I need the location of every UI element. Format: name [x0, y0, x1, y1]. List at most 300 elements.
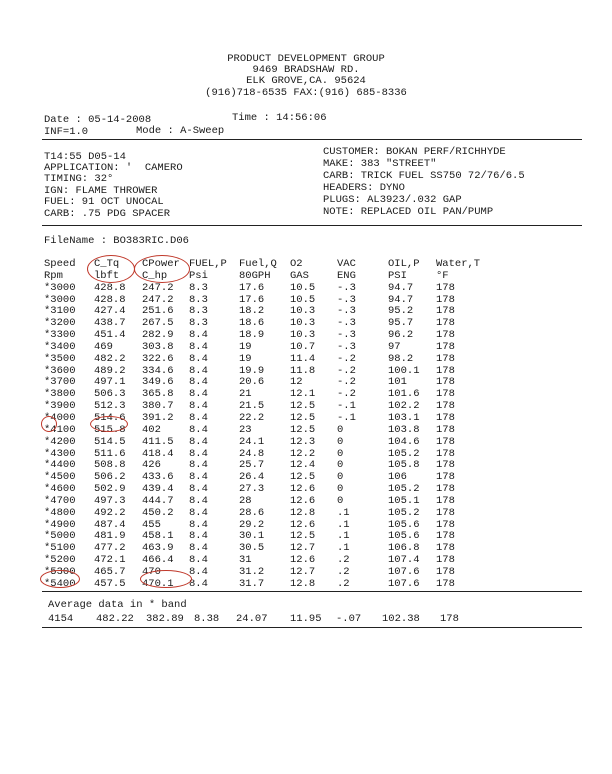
table-cell: 469	[94, 340, 113, 353]
table-cell: *5200	[44, 554, 76, 567]
table-cell: *4700	[44, 494, 76, 507]
table-cell: 12.6	[290, 518, 316, 531]
table-cell: -.2	[337, 388, 356, 401]
table-cell: 31.7	[239, 577, 265, 590]
table-cell: 11.4	[290, 352, 316, 365]
table-cell: 8.4	[189, 483, 208, 496]
table-cell: 24.8	[239, 447, 265, 460]
average-value: 11.95	[290, 613, 322, 625]
table-cell: 10.3	[290, 329, 316, 342]
table-cell: 8.4	[189, 530, 208, 543]
table-row	[44, 354, 480, 366]
table-cell: *3900	[44, 400, 76, 413]
cpower-header-circle	[134, 255, 190, 283]
table-row	[44, 496, 480, 508]
table-cell: 506.2	[94, 471, 126, 484]
company-phone: (916)718-6535 FAX:(916) 685-8336	[205, 87, 407, 99]
table-cell: *3100	[44, 305, 76, 318]
table-cell: 418.4	[142, 447, 174, 460]
table-cell: 8.4	[189, 388, 208, 401]
table-cell: lbft	[94, 269, 120, 282]
table-cell: 12.5	[290, 411, 316, 424]
table-cell: 12.2	[290, 447, 316, 460]
table-cell: 178	[436, 565, 455, 578]
table-cell: 8.4	[189, 494, 208, 507]
ctq-header-circle	[87, 255, 135, 283]
table-cell: 178	[436, 518, 455, 531]
table-cell: 178	[436, 293, 455, 306]
table-cell: 107.6	[388, 565, 420, 578]
table-cell: FUEL,P	[189, 258, 227, 270]
table-cell: 12.8	[290, 577, 316, 590]
table-cell: 101	[388, 376, 407, 389]
table-cell: 444.7	[142, 494, 174, 507]
table-cell: 178	[436, 577, 455, 590]
table-cell: 178	[436, 317, 455, 330]
table-cell: 105.6	[388, 530, 420, 543]
table-cell: 10.5	[290, 293, 316, 306]
table-cell: 178	[436, 340, 455, 353]
table-cell: 512.3	[94, 400, 126, 413]
divider-bottom	[42, 591, 582, 592]
table-cell: 178	[436, 494, 455, 507]
table-cell: 477.2	[94, 542, 126, 555]
table-cell: *4800	[44, 506, 76, 519]
table-cell: 508.8	[94, 459, 126, 472]
peak-torque-rpm-circle	[41, 416, 57, 432]
table-cell: 178	[436, 364, 455, 377]
table-cell: 12.4	[290, 459, 316, 472]
table-cell: 18.6	[239, 317, 265, 330]
company-address: 9469 BRADSHAW RD.	[252, 64, 360, 76]
table-cell: 107.6	[388, 577, 420, 590]
table-cell: 439.4	[142, 483, 174, 496]
filename-label: FileName : BO383RIC.D06	[44, 235, 189, 247]
table-cell: 106.8	[388, 542, 420, 555]
table-cell: 251.6	[142, 305, 174, 318]
table-cell: *3600	[44, 364, 76, 377]
table-cell: 349.6	[142, 376, 174, 389]
average-value: 4154	[48, 613, 74, 625]
table-cell: .1	[337, 518, 350, 531]
info-line: MAKE: 383 "STREET"	[323, 158, 437, 170]
table-cell: 8.3	[189, 317, 208, 330]
table-cell: 105.2	[388, 506, 420, 519]
table-cell: 17.6	[239, 281, 265, 294]
info-line: APPLICATION: ' CAMERO	[44, 162, 183, 174]
table-cell: 365.8	[142, 388, 174, 401]
table-cell: 104.6	[388, 435, 420, 448]
table-cell: -.2	[337, 376, 356, 389]
table-cell: 497.3	[94, 494, 126, 507]
table-cell: 27.3	[239, 483, 265, 496]
table-cell: -.1	[337, 400, 356, 413]
table-cell: *5100	[44, 542, 76, 555]
table-cell: OIL,P	[388, 258, 420, 270]
info-line: PLUGS: AL3923/.032 GAP	[323, 194, 462, 206]
table-cell: 334.6	[142, 364, 174, 377]
average-value: 8.38	[194, 613, 220, 625]
table-cell: 8.4	[189, 471, 208, 484]
table-cell: 465.7	[94, 565, 126, 578]
table-cell: *3700	[44, 376, 76, 389]
table-cell: 322.6	[142, 352, 174, 365]
table-cell: *4900	[44, 518, 76, 531]
table-cell: .2	[337, 565, 350, 578]
table-cell: 8.4	[189, 423, 208, 436]
table-cell: C_hp	[142, 269, 168, 282]
table-cell: 12	[290, 376, 303, 389]
table-cell: 10.7	[290, 340, 316, 353]
table-cell: 8.4	[189, 400, 208, 413]
table-cell: 20.6	[239, 376, 265, 389]
table-cell: 497.1	[94, 376, 126, 389]
table-cell: 12.5	[290, 530, 316, 543]
table-cell: 30.1	[239, 530, 265, 543]
table-cell: 8.4	[189, 542, 208, 555]
table-cell: -.2	[337, 364, 356, 377]
table-cell: 25.7	[239, 459, 265, 472]
table-cell: 8.4	[189, 447, 208, 460]
table-cell: 17.6	[239, 293, 265, 306]
table-cell: 178	[436, 447, 455, 460]
table-cell: 12.8	[290, 506, 316, 519]
average-value: 482.22	[96, 613, 134, 625]
table-cell: 28.6	[239, 506, 265, 519]
table-cell: .1	[337, 506, 350, 519]
table-cell: 8.4	[189, 435, 208, 448]
table-cell: *3300	[44, 329, 76, 342]
table-cell: 514.6	[94, 411, 126, 424]
table-cell: 0	[337, 459, 344, 472]
table-cell: Water,T	[436, 258, 481, 270]
table-cell: 29.2	[239, 518, 265, 531]
table-cell: 178	[436, 542, 455, 555]
table-cell: 24.1	[239, 435, 265, 448]
average-value: 102.38	[382, 613, 420, 625]
table-cell: 0	[337, 423, 344, 436]
table-cell: 28	[239, 494, 252, 507]
table-cell: 247.2	[142, 293, 174, 306]
table-cell: CPower	[142, 258, 180, 270]
table-cell: 8.4	[189, 518, 208, 531]
table-cell: -.3	[337, 340, 356, 353]
table-cell: 105.8	[388, 459, 420, 472]
table-cell: 8.4	[189, 506, 208, 519]
table-cell: 0	[337, 471, 344, 484]
table-cell: 470	[142, 565, 161, 578]
table-cell: 514.5	[94, 435, 126, 448]
table-cell: 21	[239, 388, 252, 401]
table-cell: 98.2	[388, 352, 414, 365]
table-cell: 402	[142, 423, 161, 436]
table-cell: 492.2	[94, 506, 126, 519]
table-cell: 94.7	[388, 281, 414, 294]
table-row	[44, 508, 480, 520]
table-cell: 178	[436, 530, 455, 543]
table-cell: *3500	[44, 352, 76, 365]
time-label: Time : 14:56:06	[232, 112, 327, 124]
table-cell: 8.4	[189, 565, 208, 578]
table-cell: 97	[388, 340, 401, 353]
table-cell: *4100	[44, 423, 76, 436]
table-cell: 178	[436, 411, 455, 424]
date-label: Date : 05-14-2008	[44, 114, 152, 126]
table-cell: 103.8	[388, 423, 420, 436]
table-cell: 23	[239, 423, 252, 436]
table-cell: *3400	[44, 340, 76, 353]
table-cell: 10.5	[290, 281, 316, 294]
table-cell: Psi	[189, 269, 208, 282]
table-cell: 457.5	[94, 577, 126, 590]
table-cell: 31.2	[239, 565, 265, 578]
table-cell: -.3	[337, 317, 356, 330]
table-cell: *4000	[44, 411, 76, 424]
table-cell: 451.4	[94, 329, 126, 342]
table-cell: 8.4	[189, 554, 208, 567]
table-cell: 26.4	[239, 471, 265, 484]
table-cell: 515.8	[94, 423, 126, 436]
mode-label: Mode : A-Sweep	[136, 125, 225, 137]
table-cell: 0	[337, 447, 344, 460]
average-value: 382.89	[146, 613, 184, 625]
average-value: 178	[440, 613, 459, 625]
table-cell: 470.1	[142, 577, 174, 590]
table-cell: 10.3	[290, 317, 316, 330]
table-cell: 0	[337, 435, 344, 448]
table-cell: 178	[436, 305, 455, 318]
table-cell: 21.5	[239, 400, 265, 413]
table-cell: 105.6	[388, 518, 420, 531]
table-cell: 267.5	[142, 317, 174, 330]
company-city: ELK GROVE,CA. 95624	[246, 75, 366, 87]
table-cell: 12.6	[290, 494, 316, 507]
table-cell: GAS	[290, 269, 309, 282]
table-cell: .1	[337, 542, 350, 555]
table-cell: 178	[436, 281, 455, 294]
divider-end	[42, 627, 582, 628]
info-line: CUSTOMER: BOKAN PERF/RICHHYDE	[323, 146, 506, 158]
company-name: PRODUCT DEVELOPMENT GROUP	[227, 53, 385, 65]
table-row	[44, 579, 480, 591]
table-cell: 178	[436, 376, 455, 389]
table-cell: 489.2	[94, 364, 126, 377]
table-cell: 12.6	[290, 483, 316, 496]
table-cell: 12.5	[290, 400, 316, 413]
average-row	[48, 613, 480, 625]
table-cell: 506.3	[94, 388, 126, 401]
table-cell: 178	[436, 471, 455, 484]
table-cell: 10.3	[290, 305, 316, 318]
table-row	[44, 342, 480, 354]
table-cell: 31	[239, 554, 252, 567]
table-cell: *5400	[44, 577, 76, 590]
divider-mid	[42, 225, 582, 226]
table-cell: 8.3	[189, 305, 208, 318]
average-label: Average data in * band	[48, 599, 187, 611]
table-cell: 427.4	[94, 305, 126, 318]
info-line: CARB: TRICK FUEL SS750 72/76/6.5	[323, 170, 525, 182]
peak-torque-circle	[90, 416, 128, 432]
table-cell: Fuel,Q	[239, 258, 277, 270]
table-cell: 8.3	[189, 293, 208, 306]
table-cell: 481.9	[94, 530, 126, 543]
table-cell: 8.4	[189, 376, 208, 389]
table-cell: O2	[290, 258, 303, 270]
table-cell: 511.6	[94, 447, 126, 460]
table-cell: 101.6	[388, 388, 420, 401]
table-cell: 18.2	[239, 305, 265, 318]
table-cell: Speed	[44, 258, 76, 270]
table-cell: 8.4	[189, 352, 208, 365]
table-cell: 22.2	[239, 411, 265, 424]
table-cell: 12.6	[290, 554, 316, 567]
table-row	[44, 567, 480, 579]
info-line: CARB: .75 PDG SPACER	[44, 208, 171, 220]
info-line: IGN: FLAME THROWER	[44, 185, 158, 197]
table-cell: 178	[436, 459, 455, 472]
table-cell: 428.8	[94, 293, 126, 306]
table-cell: -.3	[337, 293, 356, 306]
divider-top	[42, 139, 582, 140]
table-cell: 482.2	[94, 352, 126, 365]
table-cell: 303.8	[142, 340, 174, 353]
table-cell: 247.2	[142, 281, 174, 294]
table-cell: 12.7	[290, 565, 316, 578]
table-cell: 438.7	[94, 317, 126, 330]
table-cell: 106	[388, 471, 407, 484]
table-cell: 107.4	[388, 554, 420, 567]
peak-power-rpm-circle	[40, 570, 80, 588]
info-line: FUEL: 91 OCT UNOCAL	[44, 196, 164, 208]
table-cell: 472.1	[94, 554, 126, 567]
table-cell: *5300	[44, 565, 76, 578]
table-cell: 8.4	[189, 577, 208, 590]
table-cell: 391.2	[142, 411, 174, 424]
table-cell: VAC	[337, 258, 356, 270]
table-cell: 8.4	[189, 459, 208, 472]
table-cell: 103.1	[388, 411, 420, 424]
table-cell: *3000	[44, 281, 76, 294]
table-cell: 0	[337, 494, 344, 507]
table-cell: 380.7	[142, 400, 174, 413]
info-line: TIMING: 32°	[44, 173, 114, 185]
table-cell: 102.2	[388, 400, 420, 413]
table-cell: 178	[436, 506, 455, 519]
table-cell: 466.4	[142, 554, 174, 567]
table-cell: 19	[239, 340, 252, 353]
table-cell: 178	[436, 388, 455, 401]
table-cell: ENG	[337, 269, 356, 282]
table-cell: 463.9	[142, 542, 174, 555]
table-cell: *4300	[44, 447, 76, 460]
table-cell: 19	[239, 352, 252, 365]
table-cell: 94.7	[388, 293, 414, 306]
average-value: -.07	[336, 613, 362, 625]
table-cell: PSI	[388, 269, 407, 282]
table-cell: 8.3	[189, 281, 208, 294]
table-cell: *4200	[44, 435, 76, 448]
table-row	[44, 437, 480, 449]
average-value: 24.07	[236, 613, 268, 625]
table-cell: 105.2	[388, 483, 420, 496]
table-cell: 458.1	[142, 530, 174, 543]
table-cell: 487.4	[94, 518, 126, 531]
table-cell: *4400	[44, 459, 76, 472]
table-cell: 19.9	[239, 364, 265, 377]
table-cell: 178	[436, 400, 455, 413]
table-cell: 433.6	[142, 471, 174, 484]
table-cell: 178	[436, 352, 455, 365]
table-cell: -.3	[337, 305, 356, 318]
table-cell: *5000	[44, 530, 76, 543]
table-cell: 282.9	[142, 329, 174, 342]
table-cell: 30.5	[239, 542, 265, 555]
table-cell: 8.4	[189, 329, 208, 342]
table-cell: 12.5	[290, 471, 316, 484]
info-line: NOTE: REPLACED OIL PAN/PUMP	[323, 206, 494, 218]
table-cell: 0	[337, 483, 344, 496]
table-cell: 411.5	[142, 435, 174, 448]
table-cell: -.3	[337, 281, 356, 294]
table-cell: 426	[142, 459, 161, 472]
table-cell: 12.5	[290, 423, 316, 436]
table-cell: 95.7	[388, 317, 414, 330]
table-cell: .2	[337, 577, 350, 590]
table-cell: 12.1	[290, 388, 316, 401]
table-cell: 105.1	[388, 494, 420, 507]
table-cell: 428.8	[94, 281, 126, 294]
table-cell: 8.4	[189, 364, 208, 377]
table-cell: 80GPH	[239, 269, 271, 282]
table-cell: C_Tq	[94, 258, 120, 270]
table-cell: 450.2	[142, 506, 174, 519]
table-cell: 178	[436, 435, 455, 448]
table-cell: 8.4	[189, 411, 208, 424]
table-cell: *3000	[44, 293, 76, 306]
table-cell: 455	[142, 518, 161, 531]
table-cell: .2	[337, 554, 350, 567]
table-cell: *4500	[44, 471, 76, 484]
peak-power-circle	[140, 570, 192, 588]
table-cell: -.2	[337, 352, 356, 365]
table-cell: -.3	[337, 329, 356, 342]
table-cell: 178	[436, 423, 455, 436]
table-row	[44, 283, 480, 295]
table-cell: Rpm	[44, 269, 63, 282]
table-cell: 95.2	[388, 305, 414, 318]
inf-label: INF=1.0	[44, 126, 89, 138]
table-cell: 178	[436, 483, 455, 496]
info-line: HEADERS: DYNO	[323, 182, 405, 194]
table-cell: 100.1	[388, 364, 420, 377]
table-cell: 105.2	[388, 447, 420, 460]
table-cell: 12.3	[290, 435, 316, 448]
table-cell: 502.9	[94, 483, 126, 496]
table-cell: *4600	[44, 483, 76, 496]
table-cell: *3800	[44, 388, 76, 401]
table-cell: 12.7	[290, 542, 316, 555]
table-cell: *3200	[44, 317, 76, 330]
table-cell: 11.8	[290, 364, 316, 377]
table-cell: .1	[337, 530, 350, 543]
table-cell: 8.4	[189, 340, 208, 353]
table-cell: 96.2	[388, 329, 414, 342]
info-line: T14:55 D05-14	[44, 151, 126, 163]
table-cell: 178	[436, 554, 455, 567]
table-cell: -.1	[337, 411, 356, 424]
table-cell: 178	[436, 329, 455, 342]
